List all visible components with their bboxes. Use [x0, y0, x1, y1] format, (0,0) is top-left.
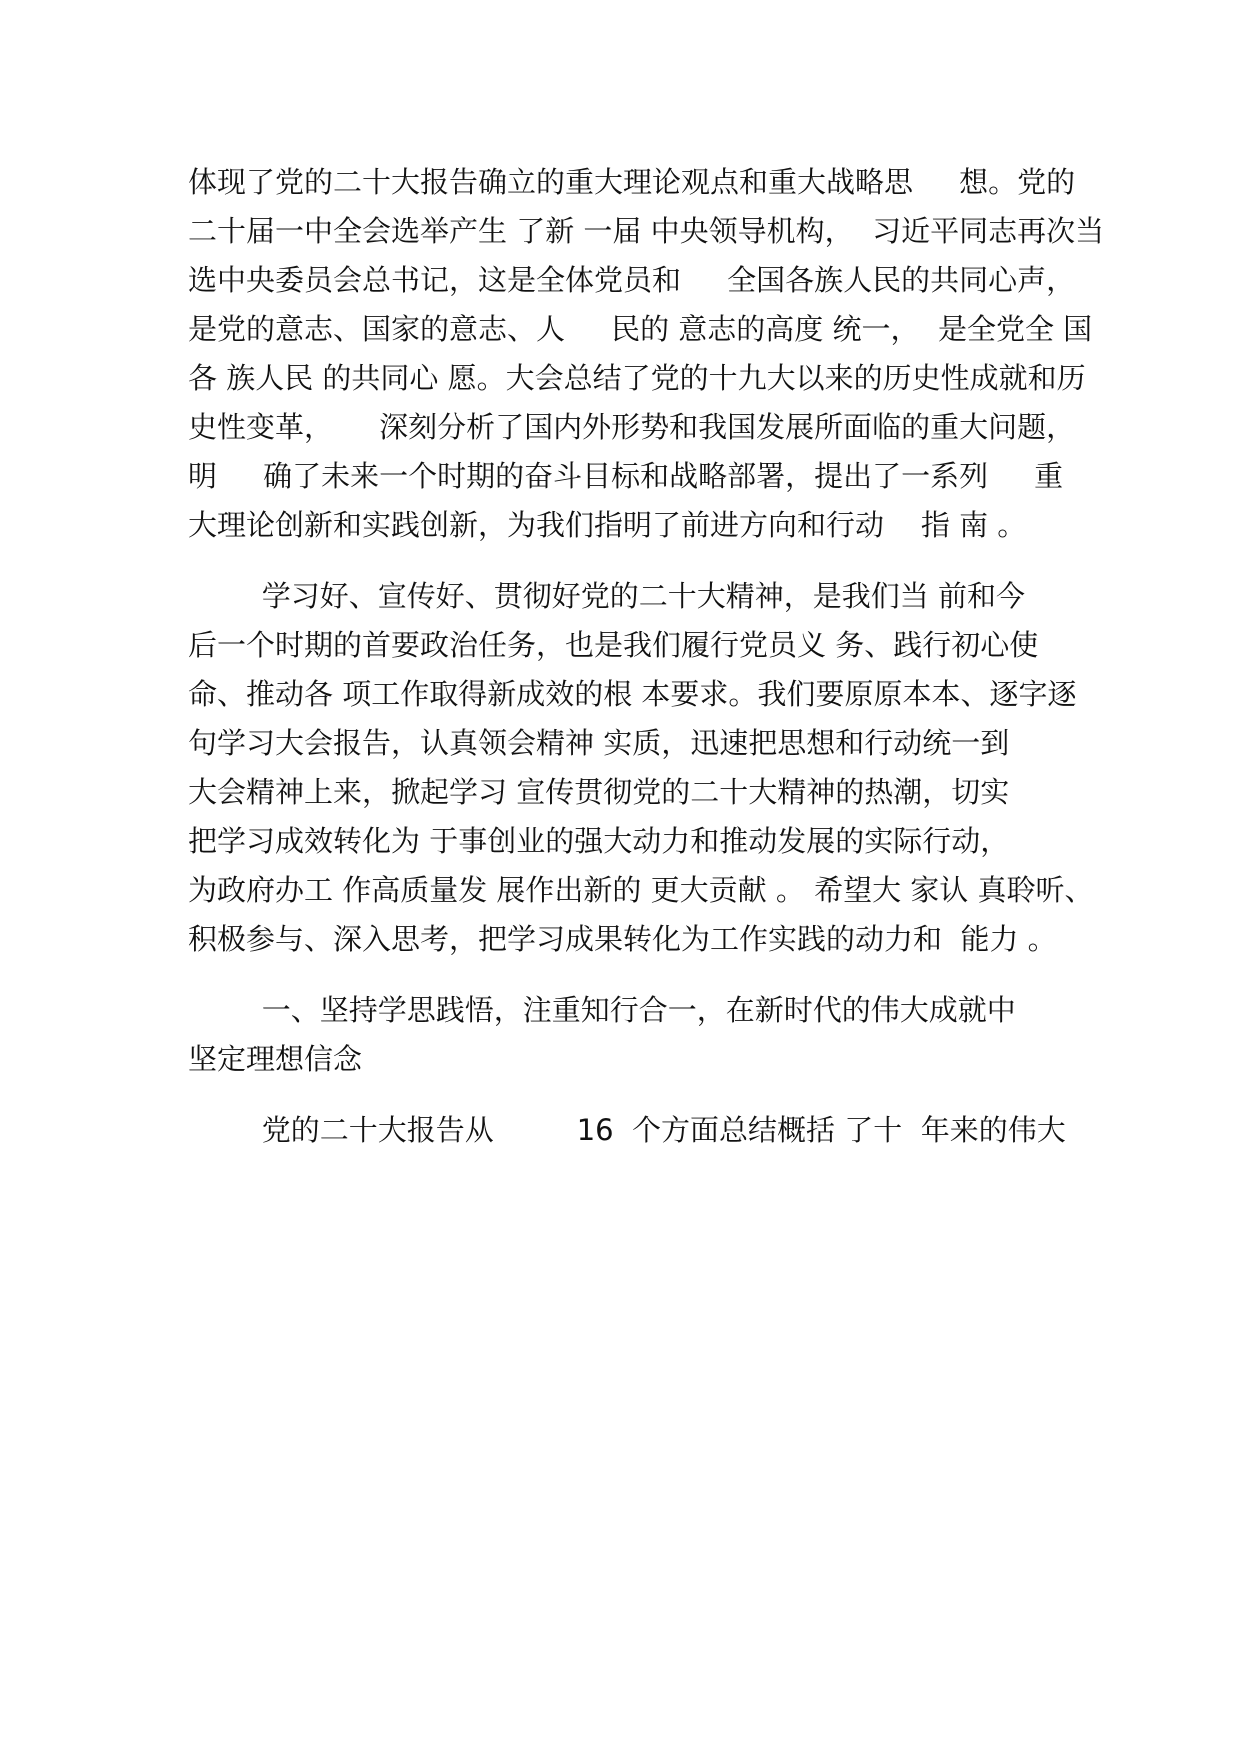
text-line: 各 族人民 的共同心 愿。大会总结了党的十九大以来的历史性成就和历	[188, 361, 1086, 395]
text-line: 积极参与、深入思考，把学习成果转化为工作实践的动力和 能力 。	[188, 922, 1057, 956]
text-line: 明 确了未来一个时期的奋斗目标和战略部署，提出了一系列 重	[188, 459, 1064, 493]
document-body	[188, 158, 1105, 1177]
text-line: 是党的意志、国家的意志、人 民的 意志的高度 统一， 是全党全 国	[188, 312, 1093, 346]
text-line: 选中央委员会总书记，这是全体党员和 全国各族人民的共同心声，	[188, 263, 1076, 297]
section-heading-1	[188, 986, 1088, 1084]
text-line: 后一个时期的首要政治任务，也是我们履行党员义 务、践行初心使	[188, 628, 1039, 662]
paragraph-3	[188, 1106, 1088, 1155]
paragraph-1	[188, 158, 1105, 550]
text-line: 二十届一中全会选举产生 了新 一届 中央领导机构， 习近平同志再次当	[188, 214, 1105, 248]
text-line: 大会精神上来，掀起学习 宣传贯彻党的二十大精神的热潮，切实	[188, 775, 1010, 809]
paragraph-2	[188, 572, 1094, 964]
text-line: 党的二十大报告从 16 个方面总结概括 了十 年来的伟大	[188, 1113, 1066, 1147]
text-line: 为政府办工 作高质量发 展作出新的 更大贡献 。 希望大 家认 真聆听、	[188, 873, 1094, 907]
heading-line: 一、坚持学思践悟，注重知行合一，在新时代的伟大成就中	[188, 993, 1016, 1027]
text-line: 史性变革， 深刻分析了国内外形势和我国发展所面临的重大问题，	[188, 410, 1076, 444]
text-line: 命、推动各 项工作取得新成效的根 本要求。我们要原原本本、逐字逐	[188, 677, 1077, 711]
heading-line: 坚定理想信念	[188, 1042, 363, 1076]
text-line: 句学习大会报告，认真领会精神 实质，迅速把思想和行动统一到	[188, 726, 1010, 760]
text-line: 学习好、宣传好、贯彻好党的二十大精神，是我们当 前和今	[188, 579, 1025, 613]
text-line: 大理论创新和实践创新，为我们指明了前进方向和行动 指 南 。	[188, 508, 1027, 542]
text-line: 把学习成效转化为 于事创业的强大动力和推动发展的实际行动，	[188, 824, 1010, 858]
text-line: 体现了党的二十大报告确立的重大理论观点和重大战略思 想。党的	[188, 165, 1076, 199]
